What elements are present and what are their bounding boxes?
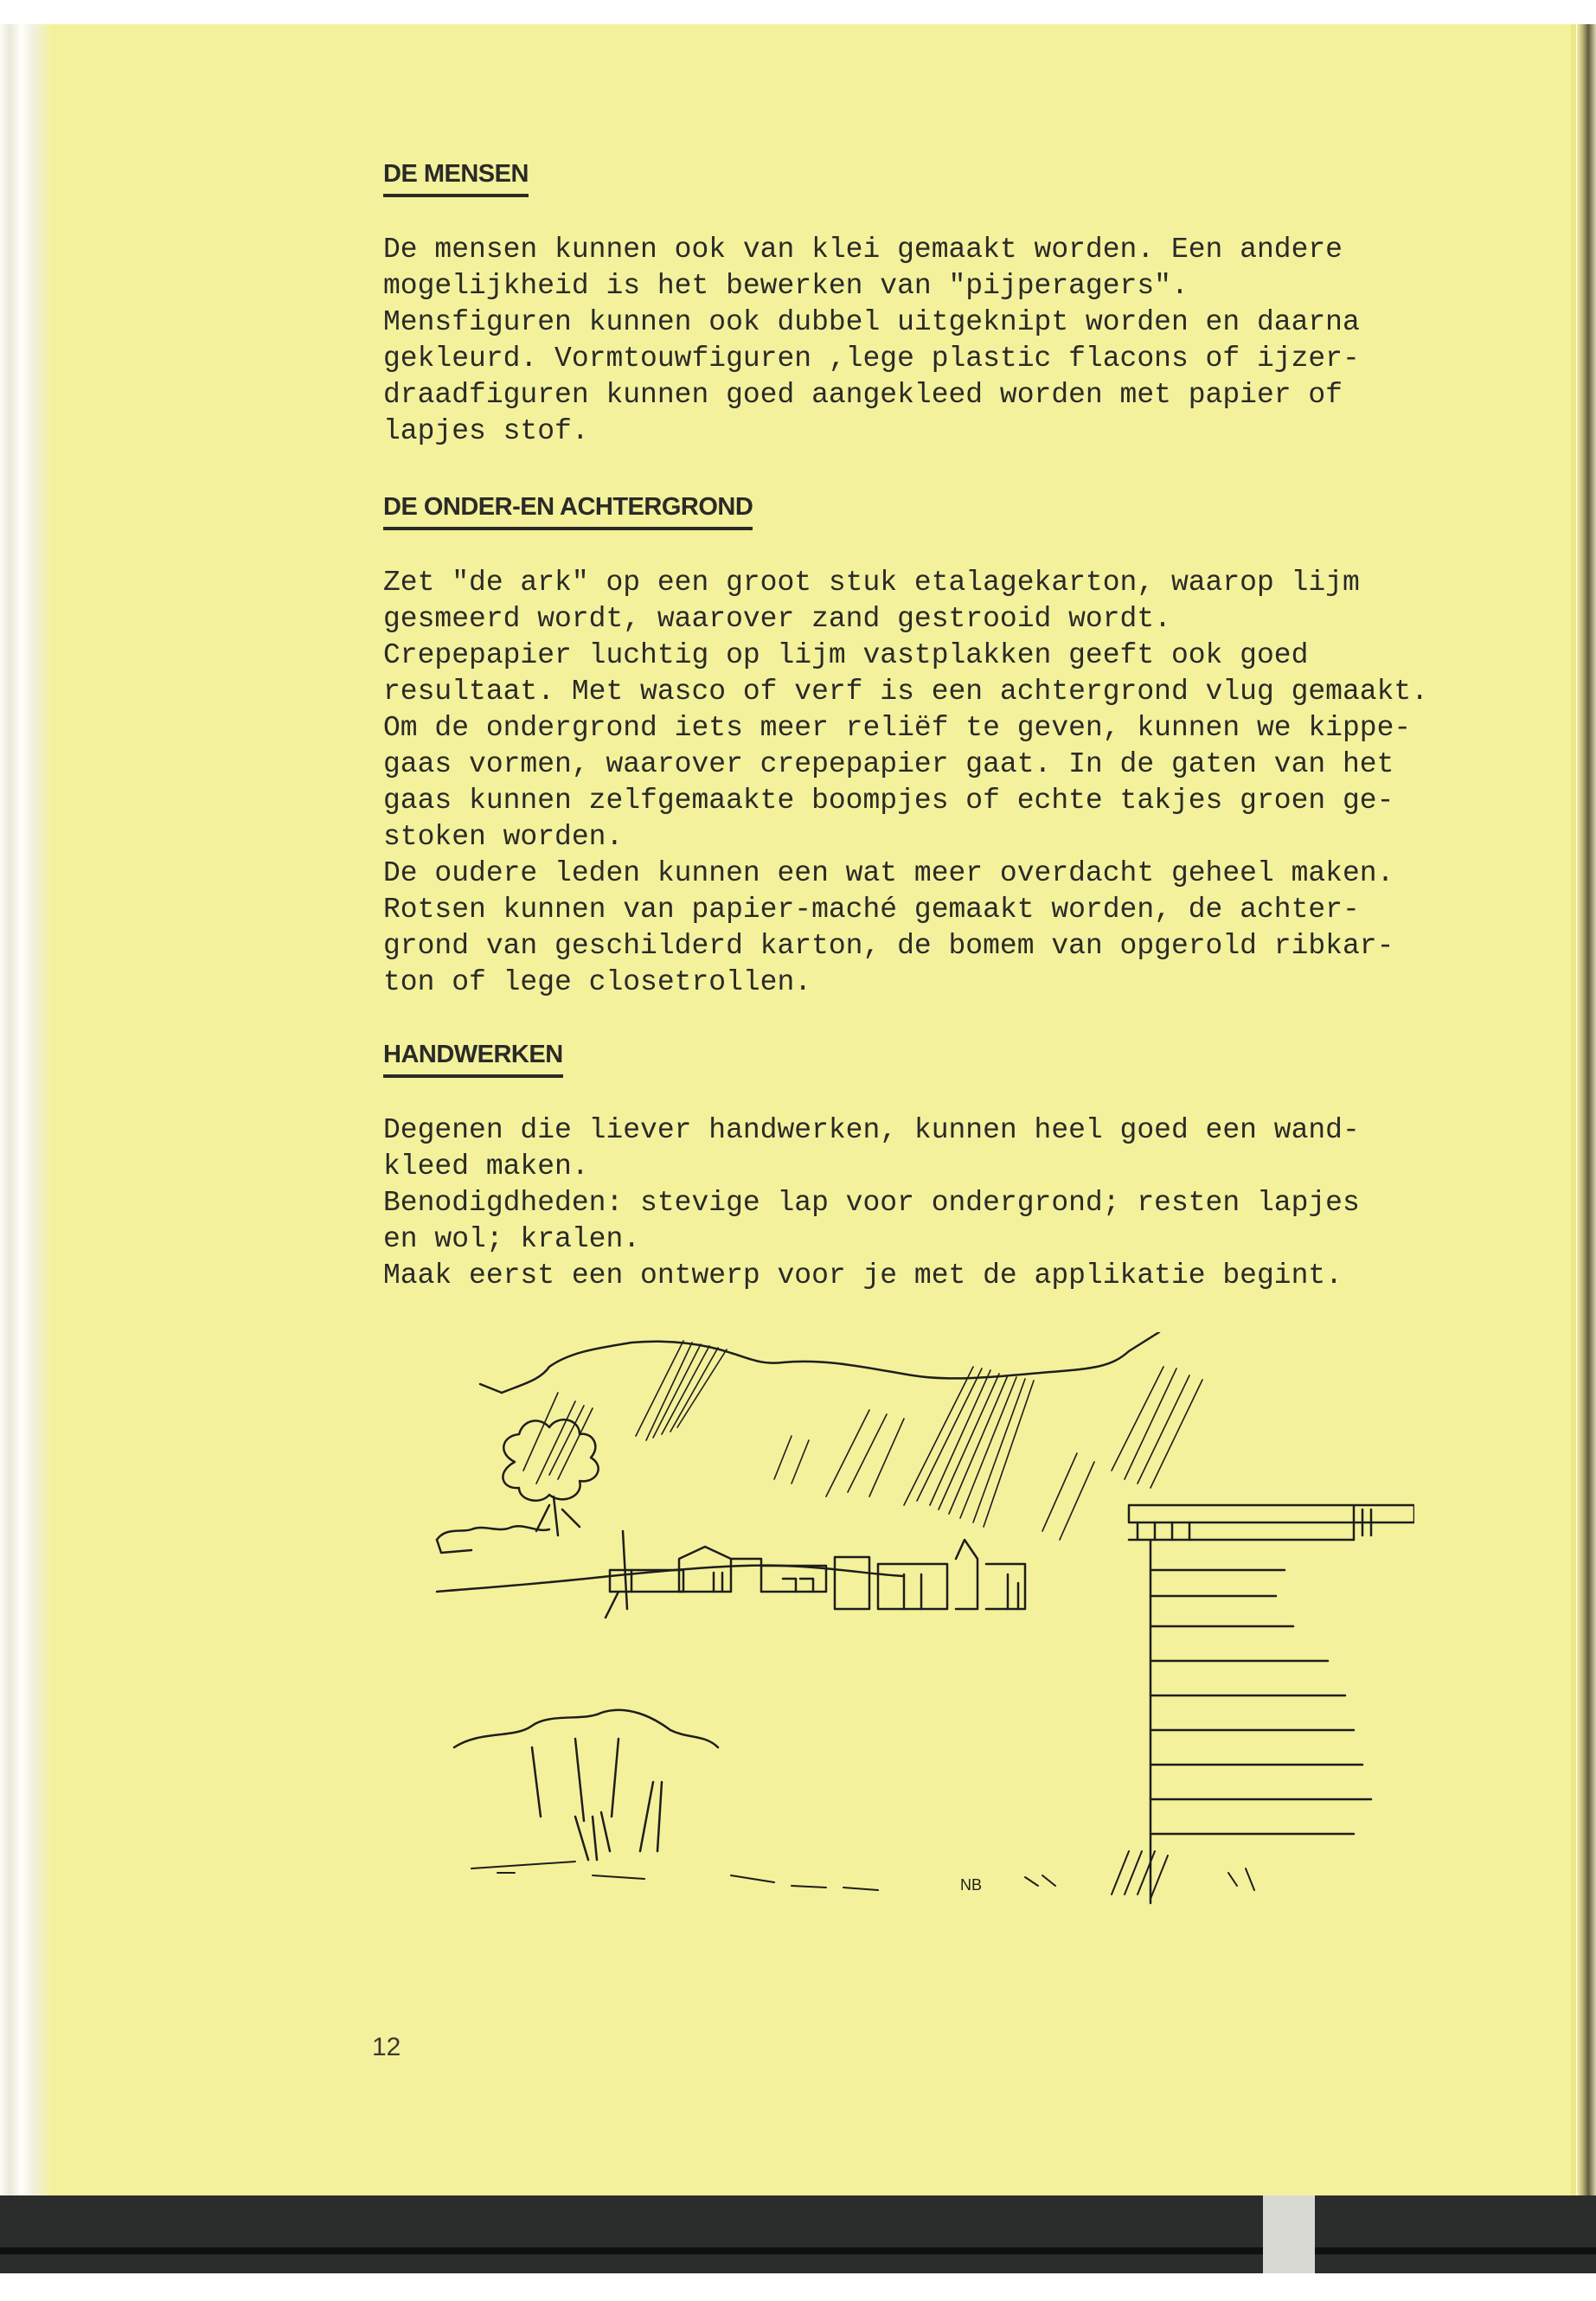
border-stripe [0,2247,1596,2254]
hill-outline [502,1332,1159,1393]
rain-hatching [523,1341,1202,1540]
illustration-signature: NB [960,1876,983,1894]
page-number: 12 [372,2033,401,2061]
porch-structure [1129,1505,1414,1903]
section-heading-onder-achtergrond: DE ONDER-EN ACHTERGROND [383,489,753,530]
rain-landscape-sketch [420,1332,1414,1920]
section-text-onder-achtergrond: Zet "de ark" op een groot stuk etalagekarton, waarop lijm gesmeerd wordt, waarover zand gestrooid wordt. Crepepapier luchtig op lijm vastplakken geeft ook goed resultaat. Met wasco of verf is een achtergrond vlug gemaakt. Om de ondergrond iets meer reliëf te geven, kunnen we kippe- gaas vormen, waarover crepepapier gaat. In de gaten van het gaas kunnen zelfgemaakte boompjes of echte takjes groen ge- stoken worden. De oudere leden kunnen een wat meer overdacht geheel maken. Rotsen kunnen van papier-maché gemaakt worden, de achter- grond van geschilderd karton, de bomem van opgerold ribkar- ton of lege closetrollen. [383,567,1428,998]
scan-dark-border [0,2195,1596,2273]
page-binding-edge [0,24,52,2195]
scan-margin-bottom [0,2273,1596,2301]
border-light-patch [1263,2195,1315,2273]
village-houses [610,1540,1025,1609]
page-right-edge [1577,24,1596,2195]
section-text-handwerken: Degenen die liever handwerken, kunnen heel goed een wand- kleed maken. Benodigdheden: stevige lap voor ondergrond; resten lapjes en wol; kralen. Maak eerst een ontwerp voor je met de applikatie begint. [383,1114,1360,1292]
section-text-mensen: De mensen kunnen ook van klei gemaakt worden. Een andere mogelijkheid is het bewerken van "pijperagers". Mensfiguren kunnen ook dubbel uitgeknipt worden en daarna gekleurd. Vormtouwfiguren ,lege plastic flacons of ijzer- draadfiguren kunnen goed aangekleed worden met papier of lapjes stof. [383,234,1360,447]
section-heading-handwerken: HANDWERKEN [383,1036,563,1078]
foreground-bushes [454,1710,718,1860]
section-heading-mensen: DE MENSEN [383,156,529,197]
tree-left [437,1420,599,1553]
scan-margin-top [0,0,1596,24]
hill-small-line [480,1384,502,1393]
